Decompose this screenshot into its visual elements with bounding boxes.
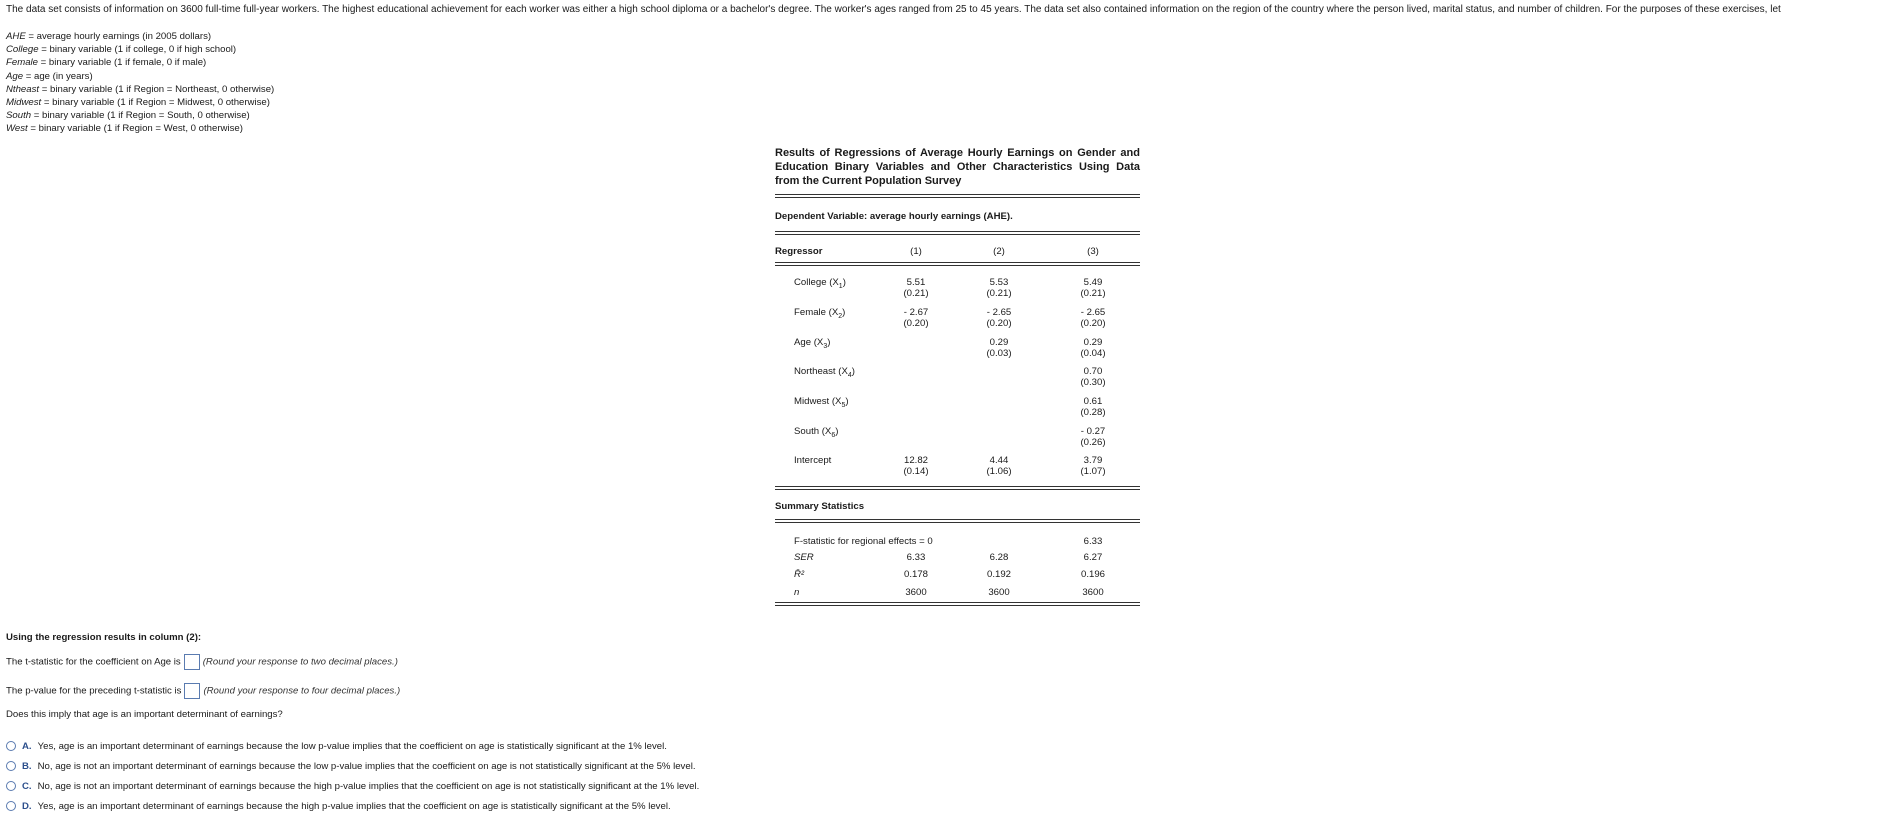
- rule: [775, 602, 1140, 606]
- radio-icon[interactable]: [6, 741, 16, 751]
- pvalue-label: The p-value for the preceding t-statistic is: [6, 685, 182, 697]
- tstat-line: [6, 654, 398, 670]
- option-d[interactable]: D. Yes, age is an important determinant of earnings because the high p-value implies that the coefficient on age is statistically significant at the 5% level.: [6, 801, 671, 812]
- pvalue-answer-input[interactable]: [184, 683, 200, 699]
- tstat-hint: (Round your response to two decimal places.): [202, 656, 398, 668]
- summary-col-1: 0.178: [903, 569, 928, 580]
- option-b[interactable]: B. No, age is not an important determinant of earnings because the low p-value implies that the coefficient on age is not statistically significant at the 5% level.: [6, 761, 696, 772]
- dependent-variable: Dependent Variable: average hourly earnings (AHE).: [775, 211, 1013, 222]
- rule: [775, 486, 1140, 490]
- row-label: Northeast $(X_4)$: [794, 366, 855, 379]
- header-col-2: (2): [993, 246, 1005, 257]
- row-label: College $(X_1)$: [794, 277, 846, 290]
- summary-row: [775, 552, 1140, 566]
- def-south: South = binary variable (1 if Region = South, 0 otherwise): [6, 110, 250, 122]
- rule: [775, 519, 1140, 523]
- summary-col-2: 3600: [988, 587, 1010, 598]
- summary-row: [775, 536, 1140, 550]
- summary-col-3: 3600: [1082, 587, 1104, 598]
- cell-col-1: 12.82 (0.14): [903, 455, 929, 477]
- cell-col-2: 0.29 (0.03): [986, 337, 1012, 359]
- cell-col-3: 0.61 (0.28): [1080, 396, 1106, 418]
- rule: [775, 231, 1140, 235]
- table-row: [775, 396, 1140, 424]
- summary-row: [775, 587, 1140, 601]
- header-col-3: (3): [1087, 246, 1099, 257]
- summary-col-3: 6.33: [1083, 536, 1103, 547]
- def-ahe: AHE = average hourly earnings (in 2005 dollars): [6, 31, 212, 42]
- cell-col-3: 3.79 (1.07): [1080, 455, 1106, 477]
- summary-col-1: 3600: [905, 587, 927, 598]
- radio-icon[interactable]: [6, 761, 16, 771]
- cell-col-3: - 0.27 (0.26): [1080, 426, 1106, 448]
- row-label: Female $(X_2)$: [794, 307, 846, 320]
- def-ntheast: Ntheast = binary variable (1 if Region = Northeast, 0 otherwise): [6, 83, 275, 95]
- rule: [775, 262, 1140, 266]
- tstat-label: The t-statistic for the coefficient on Age is: [6, 656, 181, 668]
- rule: [775, 194, 1140, 198]
- cell-col-3: 0.29 (0.04): [1080, 337, 1106, 359]
- pvalue-line: [6, 683, 400, 699]
- def-college: College = binary variable (1 if college, 0 if high school): [6, 44, 237, 56]
- table-row: [775, 366, 1140, 394]
- cell-col-3: 5.49 (0.21): [1080, 277, 1106, 299]
- def-female: Female = binary variable (1 if female, 0 if male): [6, 57, 207, 69]
- option-a[interactable]: A. Yes, age is an important determinant of earnings because the low p-value implies that the coefficient on age is statistically significant at the 1% level.: [6, 741, 667, 752]
- summary-label: SER: [794, 552, 814, 563]
- intro-text: The data set consists of information on 3600 full-time full-year workers. The highest educational achievement for each worker was either a high school diploma or a bachelor's degree. The worker's ages ranged from 25 to 45 years. The data set also contained information on the region of the country where the person lived, marital status, and number of children. For the purposes of these exercises, let: [6, 4, 1781, 15]
- row-label: Intercept: [794, 455, 832, 466]
- summary-col-2: 6.28: [989, 552, 1009, 563]
- radio-icon[interactable]: [6, 801, 16, 811]
- row-label: South $(X_6)$: [794, 426, 839, 439]
- table-title: Results of Regressions of Average Hourly Earnings on Gender and Education Binary Variables and Other Characteristics Using Data from the Current Population Survey: [775, 147, 1140, 187]
- cell-col-1: - 2.67 (0.20): [903, 307, 929, 329]
- cell-col-1: 5.51 (0.21): [903, 277, 929, 299]
- row-label: Midwest $(X_5)$: [794, 396, 849, 409]
- header-col-1: (1): [910, 246, 922, 257]
- question-lead: Using the regression results in column (2):: [6, 632, 202, 643]
- row-label: Age $(X_3)$: [794, 337, 831, 350]
- cell-col-2: 5.53 (0.21): [986, 277, 1012, 299]
- radio-icon[interactable]: [6, 781, 16, 791]
- summary-title: Summary Statistics: [775, 501, 865, 512]
- table-row: [775, 277, 1140, 305]
- table-row: [775, 455, 1140, 483]
- question-ask: Does this imply that age is an important determinant of earnings?: [6, 709, 283, 720]
- header-row: [775, 246, 1140, 260]
- def-west: West = binary variable (1 if Region = West, 0 otherwise): [6, 123, 243, 135]
- summary-label: n: [794, 587, 800, 598]
- cell-col-2: 4.44 (1.06): [986, 455, 1012, 477]
- summary-label: R̄²: [794, 569, 805, 580]
- summary-col-3: 6.27: [1083, 552, 1103, 563]
- cell-col-2: - 2.65 (0.20): [986, 307, 1012, 329]
- option-c[interactable]: C. No, age is not an important determinant of earnings because the high p-value implies that the coefficient on age is not statistically significant at the 1% level.: [6, 781, 699, 792]
- table-row: [775, 307, 1140, 335]
- variable-definitions: [6, 30, 274, 136]
- regression-table: [775, 146, 1140, 606]
- header-regressor: Regressor: [775, 246, 823, 257]
- table-row: [775, 337, 1140, 365]
- pvalue-hint: (Round your response to four decimal places.): [203, 685, 401, 697]
- tstat-answer-input[interactable]: [184, 654, 200, 670]
- summary-row: [775, 569, 1140, 583]
- summary-label: F-statistic for regional effects = 0: [794, 536, 933, 547]
- summary-col-1: 6.33: [906, 552, 926, 563]
- cell-col-3: 0.70 (0.30): [1080, 366, 1106, 388]
- cell-col-3: - 2.65 (0.20): [1080, 307, 1106, 329]
- summary-col-3: 0.196: [1080, 569, 1105, 580]
- def-midwest: Midwest = binary variable (1 if Region = Midwest, 0 otherwise): [6, 97, 270, 109]
- def-age: Age = age (in years): [6, 70, 93, 82]
- table-row: [775, 426, 1140, 454]
- summary-col-2: 0.192: [986, 569, 1011, 580]
